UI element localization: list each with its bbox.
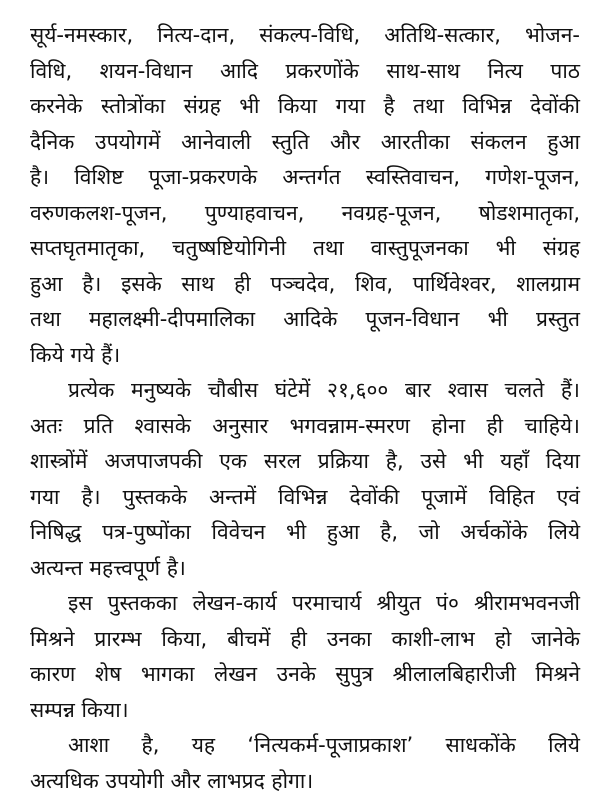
text-line: अत्यधिक उपयोगी और लाभप्रद होगा। bbox=[30, 764, 580, 799]
paragraph-breathing bbox=[30, 373, 580, 586]
text-line: प्रत्येक मनुष्यके चौबीस घंटेमें २१,६०० बार श्वास चलते हैं। bbox=[30, 373, 580, 409]
text-line: है। विशिष्ट पूजा-प्रकरणके अन्तर्गत स्वस्तिवाचन, गणेश-पूजन, bbox=[30, 160, 580, 196]
text-line: विधि, शयन-विधान आदि प्रकरणोंके साथ-साथ नित्य पाठ bbox=[30, 54, 580, 90]
text-line: करनेके स्तोत्रोंका संग्रह भी किया गया है तथा विभिन्न देवोंकी bbox=[30, 89, 580, 125]
text-line: सप्तघृतमातृका, चतुष्षष्टियोगिनी तथा वास्तुपूजनका भी संग्रह bbox=[30, 231, 580, 267]
text-line: तथा महालक्ष्मी-दीपमालिका आदिके पूजन-विधान भी प्रस्तुत bbox=[30, 302, 580, 338]
text-line: मिश्रने प्रारम्भ किया, बीचमें ही उनका काशी-लाभ हो जानेके bbox=[30, 622, 580, 658]
text-line: अत्यन्त महत्त्वपूर्ण है। bbox=[30, 551, 580, 587]
paragraph-intro-content bbox=[30, 18, 580, 373]
text-line: शास्त्रोंमें अजपाजपकी एक सरल प्रक्रिया है, उसे भी यहाँ दिया bbox=[30, 444, 580, 480]
text-line: आशा है, यह ‘नित्यकर्म-पूजाप्रकाश’ साधकोंके लिये bbox=[30, 728, 580, 764]
text-line: अतः प्रति श्वासके अनुसार भगवन्नाम-स्मरण होना ही चाहिये। bbox=[30, 409, 580, 445]
text-line: वरुणकलश-पूजन, पुण्याहवाचन, नवग्रह-पूजन, षोडशमातृका, bbox=[30, 196, 580, 232]
document-page bbox=[30, 18, 580, 799]
text-line: किये गये हैं। bbox=[30, 338, 580, 374]
text-line: गया है। पुस्तकके अन्तमें विभिन्न देवोंकी पूजामें विहित एवं bbox=[30, 480, 580, 516]
text-line: हुआ है। इसके साथ ही पञ्चदेव, शिव, पार्थिवेश्वर, शालग्राम bbox=[30, 267, 580, 303]
paragraph-authorship bbox=[30, 586, 580, 728]
text-line: सूर्य-नमस्कार, नित्य-दान, संकल्प-विधि, अतिथि-सत्कार, भोजन- bbox=[30, 18, 580, 54]
paragraph-closing bbox=[30, 728, 580, 799]
text-line: इस पुस्तकका लेखन-कार्य परमाचार्य श्रीयुत पं० श्रीरामभवनजी bbox=[30, 586, 580, 622]
text-line: कारण शेष भागका लेखन उनके सुपुत्र श्रीलालबिहारीजी मिश्रने bbox=[30, 657, 580, 693]
text-line: दैनिक उपयोगमें आनेवाली स्तुति और आरतीका संकलन हुआ bbox=[30, 125, 580, 161]
text-line: सम्पन्न किया। bbox=[30, 693, 580, 729]
text-line: निषिद्ध पत्र-पुष्पोंका विवेचन भी हुआ है, जो अर्चकोंके लिये bbox=[30, 515, 580, 551]
